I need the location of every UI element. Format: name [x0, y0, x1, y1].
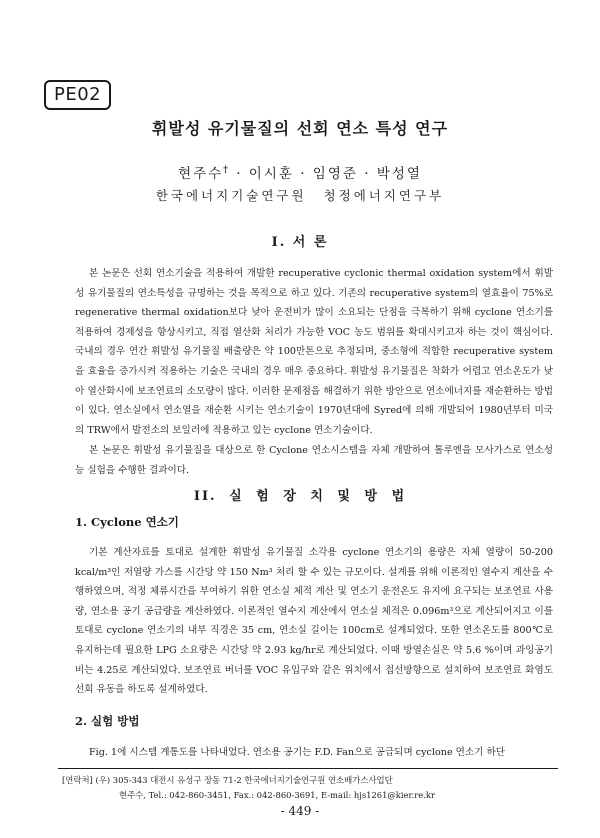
method-paragraph: Fig. 1에 시스템 계통도를 나타내었다. 연소용 공기는 F.D. Fan으로 공급되며 cyclone 연소기 하단 [89, 747, 506, 758]
footnote-divider [58, 768, 558, 769]
intro-paragraph-2: 본 논문은 휘발성 유기물질을 대상으로 한 Cyclone 연소시스템을 자체 개발하여 톨루엔을 모사가스로 연소성능 실험을 수행한 결과이다. [75, 445, 553, 476]
contact-line-address: [연락처] (우) 305-343 대전시 유성구 장동 71-2 한국에너지기술연구원 연소배가스사업단 [62, 775, 393, 785]
subsection-heading-cyclone: 1. Cyclone 연소기 [75, 515, 179, 529]
page-number: - 449 - [280, 804, 320, 818]
intro-paragraph-1: 본 논문은 선회 연소기술을 적용하여 개발한 recuperative cyclonic thermal oxidation system에서 휘발성 유기물질의 연소특성을 규명하는 것을 목적으로 하고 있다. 기존의 recuperative system의 열효율이 75%로 regenerative thermal oxidation보다 낮아 운전비가 많이 소요되는 단점을 극복하기 위해 cyclone 연소기를 적용하여 경제성을 향상시키고, 직접 열산화 처리가 가능한 VOC 농도 범위를 확대시키고자 하는 것이 핵심이다. 국내의 경우 연간 휘발성 유기물질 배출량은 약 100만톤으로 추정되며, 중소형에 적합한 recuperative system을 효율을 증가시켜 적용하는 기술은 국내의 경우 매우 중요하다. 휘발성 유기물질은 착화가 어렵고 연소온도가 낮아 열산화시에 보조연료의 소모량이 많다. 이러한 문제점을 해결하기 위한 방안으로 연소에너지를 재순환하는 방법이 있다. 연소실에서 연소열을 재순환 시키는 연소기술이 1970년대에 Syred에 의해 개발되어 1980년부터 미국의 TRW에서 발전소의 보일러에 적용하고 있는 cyclone 연소기술이다. [75, 268, 553, 436]
paper-code-box: PE02 [44, 80, 111, 110]
author-affiliation: 한국에너지기술연구원 청정에너지연구부 [155, 188, 445, 203]
paper-title: 휘발성 유기물질의 선회 연소 특성 연구 [151, 119, 449, 138]
cyclone-paragraph: 기본 계산자료를 토대로 설계한 휘발성 유기물질 소각용 cyclone 연소기의 용량은 자체 열량이 50-200 kcal/m³인 저열량 가스를 시간당 약 150 Nm³ 처리 할 수 있는 규모이다. 설계를 위해 이론적인 열수지 계산을 수행하였으며, 적정 체류시간을 부여하기 위한 연소실 체적 계산 및 연소기 운전온도 유지에 요구되는 보조연료 사용량, 연소용 공기 공급량을 계산하였다. 이론적인 열수지 계산에서 연소실 체적은 0.096m³으로 계산되어지고 이를 토대로 cyclone 연소기의 내부 직경은 35 cm, 연소실 길이는 100cm로 설계되었다. 또한 연소온도를 800℃로 유지하는데 필요한 LPG 소요량은 시간당 약 2.93 kg/hr로 계산되었다. 이때 방열손실은 약 5.6 %이며 과잉공기비는 4.25로 계산되었다. 보조연료 버너를 VOC 유입구와 같은 위치에서 접선방향으로 설치하여 보조연료 화염도 선회 유동을 하도록 설계하였다. [75, 547, 553, 696]
author-others: · 이시훈 · 임영준 · 박성열 [229, 166, 422, 182]
contact-line-author: 현주수, Tel.: 042-860-3451, Fax.: 042-860-3691, E-mail: hjs1261@kier.re.kr [119, 790, 435, 800]
section-heading-methods: II. 실 험 장 치 및 방 법 [193, 489, 407, 504]
subsection-heading-method: 2. 실험 방법 [75, 714, 140, 728]
author-first: 현주수 [178, 166, 224, 182]
section-heading-introduction: I. 서 론 [271, 235, 329, 250]
author-list [0, 162, 600, 182]
corresponding-author-mark: † [223, 165, 230, 176]
